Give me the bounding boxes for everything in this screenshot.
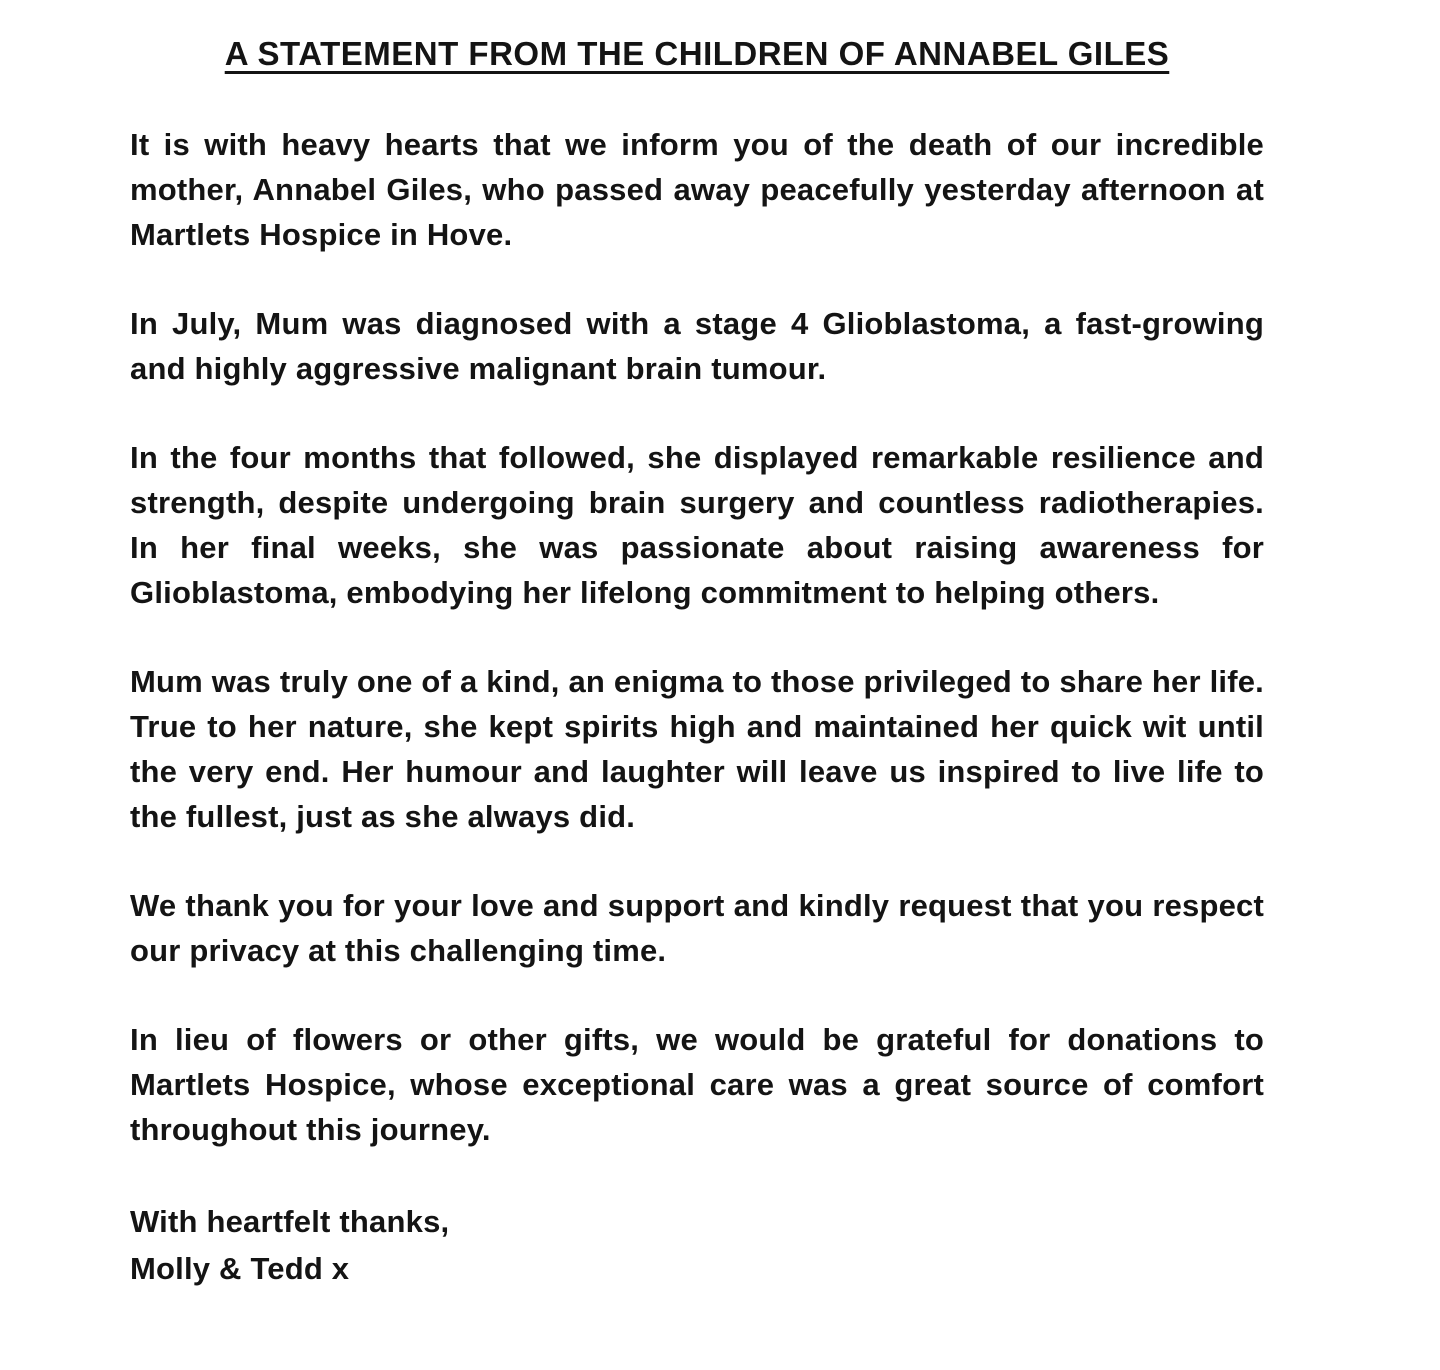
statement-title: A STATEMENT FROM THE CHILDREN OF ANNABEL GILES bbox=[224, 35, 1170, 72]
statement-paragraph: In lieu of flowers or other gifts, we would be grateful for donations to Martlets Hospice, whose exceptional care was a great source of comfort throughout this journey. bbox=[130, 1022, 1264, 1147]
statement-closing bbox=[130, 1198, 1264, 1292]
statement-paragraph: In the four months that followed, she displayed remarkable resilience and strength, despite undergoing brain surgery and countless radiotherapies. In her final weeks, she was passionate about raising awareness for Glioblastoma, embodying her lifelong commitment to helping others. bbox=[130, 440, 1264, 610]
statement-paragraph: We thank you for your love and support and kindly request that you respect our privacy at this challenging time. bbox=[130, 888, 1264, 968]
signature-line: Molly & Tedd x bbox=[130, 1251, 350, 1286]
statement-paragraph: Mum was truly one of a kind, an enigma to those privileged to share her life. True to her nature, she kept spirits high and maintained her quick wit until the very end. Her humour and laughter will leave us inspired to live life to the fullest, just as she always did. bbox=[130, 664, 1264, 834]
statement-paragraph: In July, Mum was diagnosed with a stage 4 Glioblastoma, a fast-growing and highly aggressive malignant brain tumour. bbox=[130, 306, 1264, 386]
closing-line: With heartfelt thanks, bbox=[130, 1204, 450, 1239]
statement-paragraph: It is with heavy hearts that we inform you of the death of our incredible mother, Annabel Giles, who passed away peacefully yesterday afternoon at Martlets Hospice in Hove. bbox=[130, 127, 1264, 252]
